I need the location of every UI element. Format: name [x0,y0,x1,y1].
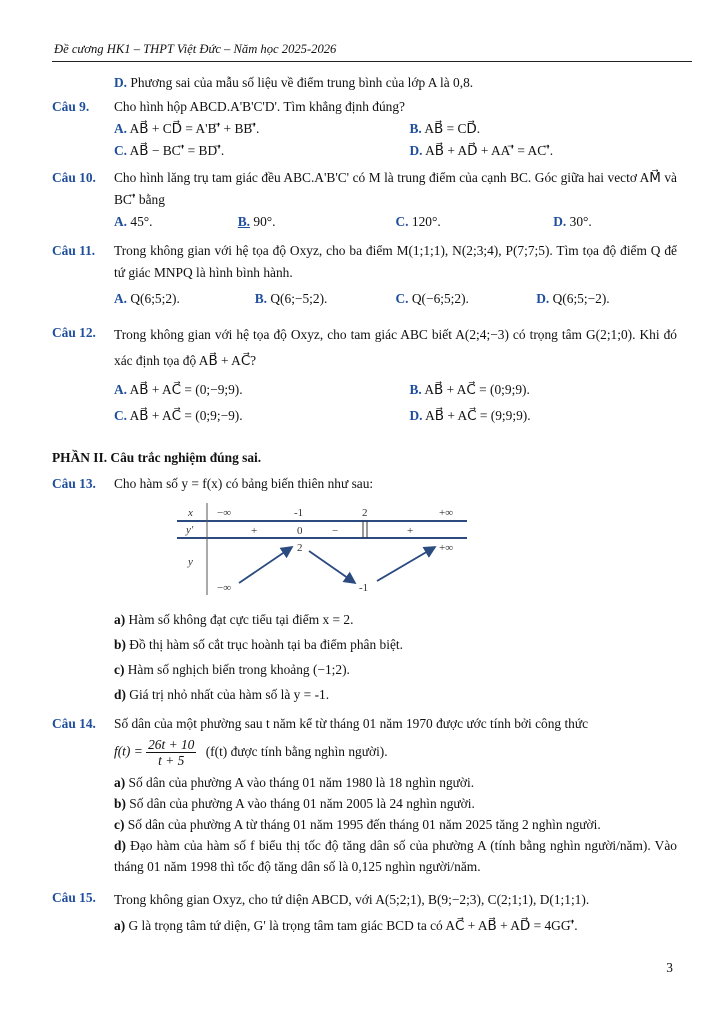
y-value-min: -1 [359,582,369,594]
variation-table [177,503,677,599]
option-text: Q(6;5;2). [130,291,180,306]
page-header: Đề cương HK1 – THPT Việt Đức – Năm học 2025-2026 [54,42,337,56]
question-9 [52,96,677,162]
page-number: 3 [666,960,673,975]
part-2-heading [52,447,677,469]
option-text: AB⃗ − BC'⃗ = BD'⃗. [129,143,225,158]
header-rule [52,61,692,62]
question-number: Câu 12. [52,325,96,340]
option-text: AB⃗ + AC⃗ = (0;−9;9). [129,382,243,397]
option-text: Q(6;−5;2). [270,291,328,306]
option-label: B. [409,382,422,397]
option-text: 120°. [411,214,441,229]
option-d[interactable] [396,140,678,162]
question-14 [52,713,677,877]
statement-text: Giá trị nhỏ nhất của hàm số là y = -1. [129,687,330,702]
sign-zero: 0 [297,525,303,537]
option-label: A. [114,291,128,306]
question-number: Câu 11. [52,243,96,258]
option-d[interactable] [536,288,677,310]
formula-note: (f(t) được tính bằng nghìn người). [205,743,388,759]
q13-statements [114,607,677,707]
question-text: Trong không gian với hệ tọa độ Oxyz, cho tam giác ABC biết A(2;4;−3) có trọng tâm G(2;1;0). Khi đó xác định tọa độ AB⃗ + AC⃗? [114,327,677,368]
option-label: D. [409,408,423,423]
x-value-neg-inf: −∞ [217,507,232,519]
option-text: AB⃗ + AD⃗ + AA'⃗ = AC'⃗. [425,143,554,158]
statement-label: d) [114,838,126,853]
option-text: AB⃗ + AC⃗ = (0;9;−9). [129,408,243,423]
option-c[interactable] [114,403,396,429]
y-label: y [188,556,193,568]
option-label: D. [114,75,128,90]
option-text: AB⃗ + AC⃗ = (0;9;9). [424,382,530,397]
yprime-label: y' [186,524,194,536]
statement-text: Hàm số không đạt cực tiểu tại điểm x = 2. [128,612,354,627]
option-c[interactable] [114,140,396,162]
option-label: C. [395,214,409,229]
question-text: Số dân của một phường sau t năm kể từ tháng 01 năm 1970 được ước tính bởi công thức [114,716,589,731]
option-b[interactable] [238,211,362,233]
statement-label: c) [114,662,125,677]
option-a[interactable] [114,377,396,403]
statement-text: Số dân của phường A vào tháng 01 năm 1980 là 18 nghìn người. [128,775,475,790]
option-text: AB⃗ + AC⃗ = (9;9;9). [425,408,531,423]
statement-text: Hàm số nghịch biến trong khoảng (−1;2). [127,662,350,677]
statement-label: a) [114,775,126,790]
statement-label: b) [114,637,126,652]
statement-a[interactable] [114,913,677,939]
question-10 [52,167,677,233]
formula-lhs: f(t) = [114,743,143,759]
formula-fraction [146,737,196,768]
question-12 [52,322,677,429]
option-label: C. [114,408,128,423]
question-number: Câu 10. [52,170,96,185]
option-b[interactable] [396,377,678,403]
option-label: B. [254,291,268,306]
option-d[interactable] [396,403,678,429]
question-text: Cho hình lăng trụ tam giác đều ABC.A'B'C' có M là trung điểm của cạnh BC. Góc giữa hai vectơ AM⃗ và BC'⃗ bằng [114,170,677,207]
question-text: Trong không gian với hệ tọa độ Oxyz, cho ba điểm M(1;1;1), N(2;3;4), P(7;7;5). Tìm tọa độ điểm Q để tứ giác MNPQ là hình bình hành. [114,243,677,280]
option-a[interactable] [114,288,255,310]
question-text: Cho hình hộp ABCD.A'B'C'D'. Tìm khẳng định đúng? [114,99,405,114]
option-text: 45°. [130,214,153,229]
formula-numerator: 26t + 10 [148,737,195,752]
q8-option-d [52,72,677,94]
statement-d[interactable] [114,682,677,707]
statement-b[interactable] [114,632,677,657]
question-number: Câu 13. [52,476,96,491]
option-text: AB⃗ + CD⃗ = A'B'⃗ + BB'⃗. [129,121,260,136]
option-label: D. [536,291,550,306]
option-label: C. [395,291,409,306]
option-b[interactable] [396,118,678,140]
statement-label: a) [114,612,126,627]
y-value-neg-inf: −∞ [217,582,232,594]
option-c[interactable] [362,211,520,233]
question-11 [52,240,677,310]
question-text: Cho hàm số y = f(x) có bảng biến thiên như sau: [114,476,374,491]
question-number: Câu 9. [52,99,90,114]
variation-table-graphic [177,503,467,595]
option-label: A. [114,214,128,229]
x-label: x [188,507,193,519]
page-content [52,72,677,939]
question-number: Câu 15. [52,890,96,905]
option-b[interactable] [255,288,396,310]
statement-label: a) [114,918,126,933]
option-d[interactable] [519,211,677,233]
option-text: 30°. [569,214,592,229]
sign-minus: − [332,525,339,537]
statement-text: Đồ thị hàm số cắt trục hoành tại ba điểm phân biệt. [129,637,403,652]
statement-label: d) [114,687,126,702]
sign-plus-2: + [407,525,414,537]
statement-c[interactable] [114,814,677,835]
option-label: C. [114,143,128,158]
option-text: AB⃗ = CD⃗. [424,121,481,136]
option-label: A. [114,121,128,136]
option-text: 90°. [253,214,276,229]
statement-c[interactable] [114,657,677,682]
y-value-pos-inf: +∞ [439,542,454,554]
option-c[interactable] [396,288,537,310]
statement-text: Số dân của phường A vào tháng 01 năm 2005 là 24 nghìn người. [129,796,475,811]
x-value-pos-inf: +∞ [439,507,454,519]
statement-a[interactable] [114,607,677,632]
x-value-2: 2 [362,507,368,519]
statement-text: Đạo hàm của hàm số f biểu thị tốc độ tăng dân số của phường A (tính bằng nghìn người/năm). Vào tháng 01 năm 1998 thì tốc độ tăng dân số là 0,125 nghìn người/năm. [114,838,677,874]
option-label: B. [409,121,422,136]
option-label: B. [237,214,251,229]
question-number: Câu 14. [52,716,96,731]
option-text: Q(−6;5;2). [411,291,469,306]
sign-plus-1: + [251,525,258,537]
x-value-minus-1: -1 [294,507,304,519]
statement-text: G là trọng tâm tứ diện, G' là trọng tâm tam giác BCD ta có AC⃗ + AB⃗ + AD⃗ = 4GG'⃗. [128,918,578,933]
part-label: PHẦN II. [52,450,108,465]
statement-label: c) [114,817,125,832]
option-text: Q(6;5;−2). [552,291,610,306]
statement-text: Số dân của phường A từ tháng 01 năm 1995 đến tháng 01 năm 2025 tăng 2 nghìn người. [127,817,601,832]
option-text: Phương sai của mẫu số liệu về điểm trung bình của lớp A là 0,8. [130,75,474,90]
option-label: A. [114,382,128,397]
statement-label: b) [114,796,126,811]
formula [114,737,677,768]
y-value-max: 2 [297,542,303,554]
question-13 [52,473,677,495]
option-a[interactable] [114,211,238,233]
part-title: Câu trắc nghiệm đúng sai. [110,450,262,465]
statement-a[interactable] [114,772,677,793]
option-label: D. [553,214,567,229]
statement-b[interactable] [114,793,677,814]
question-text: Trong không gian Oxyz, cho tứ diện ABCD, với A(5;2;1), B(9;−2;3), C(2;1;1), D(1;1;1). [114,892,590,907]
formula-denominator: t + 5 [158,753,185,768]
question-15 [52,887,677,939]
statement-d[interactable] [114,835,677,877]
option-a[interactable] [114,118,396,140]
option-label: D. [409,143,423,158]
